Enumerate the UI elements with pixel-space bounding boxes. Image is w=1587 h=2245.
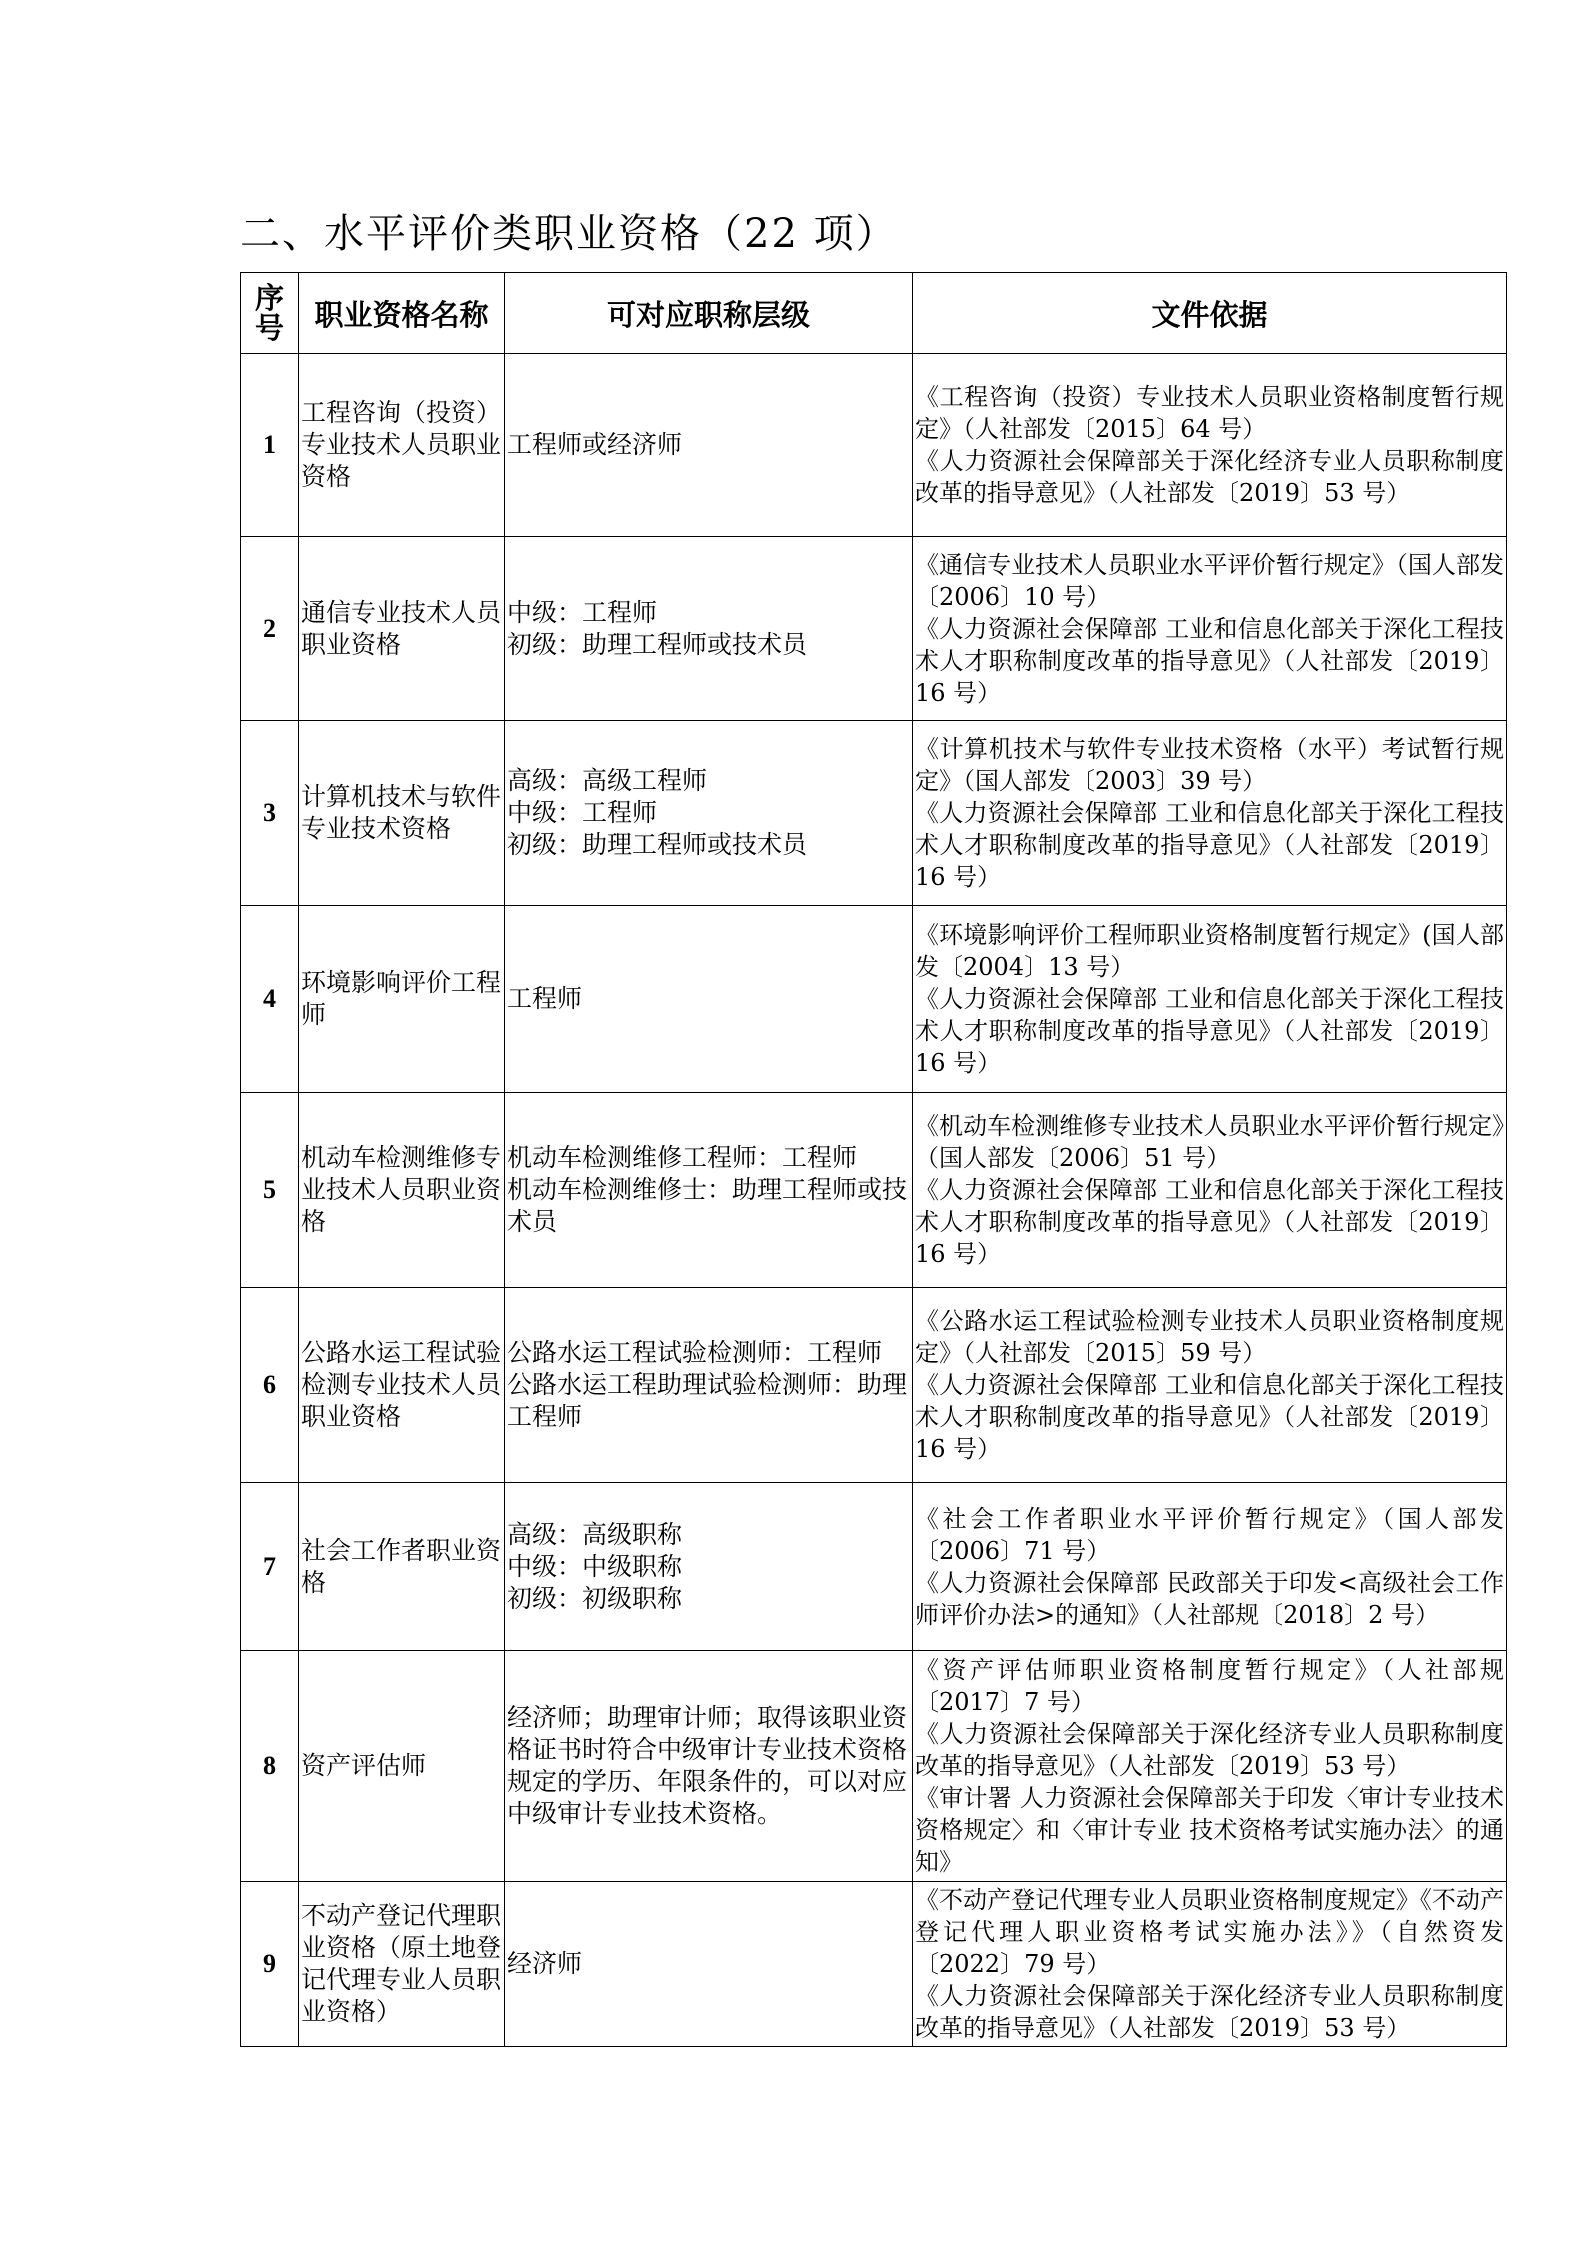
level-line: 机动车检测维修士：助理工程师或技术员 (507, 1175, 908, 1236)
row-name: 环境影响评价工程师 (299, 906, 505, 1093)
basis-line: 《人力资源社会保障部 民政部关于印发<高级社会工作师评价办法>的通知》（人社部规〔2018〕2 号） (915, 1568, 1504, 1629)
row-name: 社会工作者职业资格 (299, 1483, 505, 1651)
table-row (241, 1483, 1507, 1651)
level-line: 中级：中级职称 (507, 1551, 683, 1581)
basis-line: 《公路水运工程试验检测专业技术人员职业资格制度规定》（人社部发〔2015〕59 号） (915, 1307, 1504, 1367)
row-level (505, 1483, 913, 1651)
basis-line: 《机动车检测维修专业技术人员职业水平评价暂行规定》（国人部发〔2006〕51 号） (915, 1112, 1504, 1172)
header-no: 序号 (241, 273, 299, 354)
row-level (505, 721, 913, 906)
level-line: 公路水运工程试验检测师：工程师 (507, 1338, 883, 1367)
basis-line: 《环境影响评价工程师职业资格制度暂行规定》(国人部发〔2004〕13 号） (915, 921, 1504, 981)
level-line: 初级：助理工程师或技术员 (507, 629, 808, 659)
row-level (505, 1651, 913, 1882)
basis-line: 《人力资源社会保障部关于深化经济专业人员职称制度改革的指导意见》（人社部发〔2019〕53 号） (915, 1720, 1504, 1780)
row-level (505, 1093, 913, 1288)
basis-line: 《不动产登记代理专业人员职业资格制度规定》《不动产登记代理人职业资格考试实施办法》》（自然资发〔2022〕79 号） (915, 1886, 1504, 1978)
row-basis (913, 354, 1507, 537)
row-no: 7 (241, 1483, 299, 1651)
row-no: 4 (241, 906, 299, 1093)
row-level (505, 906, 913, 1093)
table-row (241, 1882, 1507, 2047)
header-name: 职业资格名称 (299, 273, 505, 354)
row-basis (913, 906, 1507, 1093)
row-basis (913, 721, 1507, 906)
basis-line: 《计算机技术与软件专业技术资格（水平）考试暂行规定》（国人部发〔2003〕39 号） (915, 735, 1504, 795)
level-line: 初级：助理工程师或技术员 (507, 830, 808, 859)
row-name: 不动产登记代理职业资格（原土地登记代理专业人员职业资格） (299, 1882, 505, 2047)
basis-line: 《人力资源社会保障部 工业和信息化部关于深化工程技术人才职称制度改革的指导意见》（人社部发〔2019〕16 号） (915, 799, 1504, 891)
level-line: 公路水运工程助理试验检测师：助理工程师 (507, 1370, 908, 1431)
page-title: 二、水平评价类职业资格（22 项） (240, 211, 898, 257)
basis-line: 《审计署 人力资源社会保障部关于印发〈审计专业技术资格规定〉和〈审计专业 技术资格考试实施办法〉的通知》 (915, 1784, 1504, 1876)
header-level: 可对应职称层级 (505, 273, 913, 354)
row-name: 机动车检测维修专业技术人员职业资格 (299, 1093, 505, 1288)
basis-line: 《社会工作者职业水平评价暂行规定》（国人部发〔2006〕71 号） (915, 1504, 1504, 1565)
table-row (241, 906, 1507, 1093)
level-line: 中级：工程师 (507, 597, 658, 627)
row-no: 3 (241, 721, 299, 906)
qualification-table (240, 272, 1507, 2047)
row-no: 1 (241, 354, 299, 537)
row-basis (913, 537, 1507, 721)
basis-line: 《人力资源社会保障部 工业和信息化部关于深化工程技术人才职称制度改革的指导意见》（人社部发〔2019〕16 号） (915, 614, 1504, 707)
basis-line: 《人力资源社会保障部关于深化经济专业人员职称制度改革的指导意见》（人社部发〔2019〕53 号） (915, 1982, 1504, 2042)
row-no: 2 (241, 537, 299, 721)
level-line: 初级：初级职称 (507, 1583, 683, 1613)
table-row (241, 1651, 1507, 1882)
basis-line: 《人力资源社会保障部 工业和信息化部关于深化工程技术人才职称制度改革的指导意见》（人社部发〔2019〕16 号） (915, 1176, 1504, 1268)
table-row (241, 537, 1507, 721)
level-line: 机动车检测维修工程师：工程师 (507, 1143, 858, 1172)
row-basis (913, 1651, 1507, 1882)
row-level (505, 354, 913, 537)
row-basis (913, 1483, 1507, 1651)
level-line: 中级：工程师 (507, 798, 658, 827)
level-line: 工程师或经济师 (507, 430, 683, 459)
row-name: 工程咨询（投资）专业技术人员职业资格 (299, 354, 505, 537)
basis-line: 《人力资源社会保障部 工业和信息化部关于深化工程技术人才职称制度改革的指导意见》（人社部发〔2019〕16 号） (915, 985, 1504, 1077)
header-basis: 文件依据 (913, 273, 1507, 354)
row-level (505, 1288, 913, 1483)
table-row (241, 1093, 1507, 1288)
row-basis (913, 1288, 1507, 1483)
row-name: 计算机技术与软件专业技术资格 (299, 721, 505, 906)
table-row (241, 721, 1507, 906)
row-name: 公路水运工程试验检测专业技术人员职业资格 (299, 1288, 505, 1483)
table-header-row (241, 273, 1507, 354)
row-no: 8 (241, 1651, 299, 1882)
row-name: 通信专业技术人员职业资格 (299, 537, 505, 721)
basis-line: 《人力资源社会保障部关于深化经济专业人员职称制度改革的指导意见》（人社部发〔2019〕53 号） (915, 447, 1504, 507)
level-line: 经济师 (507, 1949, 583, 1978)
basis-line: 《资产评估师职业资格制度暂行规定》（人社部规〔2017〕7 号） (915, 1656, 1504, 1716)
level-line: 经济师；助理审计师；取得该职业资格证书时符合中级审计专业技术资格规定的学历、年限条件的，可以对应中级审计专业技术资格。 (507, 1703, 908, 1828)
row-no: 5 (241, 1093, 299, 1288)
basis-line: 《工程咨询（投资）专业技术人员职业资格制度暂行规定》（人社部发〔2015〕64 号） (915, 383, 1504, 443)
level-line: 高级：高级职称 (507, 1519, 683, 1549)
basis-line: 《人力资源社会保障部 工业和信息化部关于深化工程技术人才职称制度改革的指导意见》（人社部发〔2019〕16 号） (915, 1371, 1504, 1463)
row-name: 资产评估师 (299, 1651, 505, 1882)
row-basis (913, 1882, 1507, 2047)
level-line: 工程师 (507, 984, 583, 1013)
row-no: 6 (241, 1288, 299, 1483)
row-level (505, 537, 913, 721)
row-no: 9 (241, 1882, 299, 2047)
table-row (241, 1288, 1507, 1483)
row-basis (913, 1093, 1507, 1288)
table-row (241, 354, 1507, 537)
basis-line: 《通信专业技术人员职业水平评价暂行规定》（国人部发〔2006〕10 号） (915, 550, 1504, 611)
level-line: 高级：高级工程师 (507, 766, 708, 795)
row-level (505, 1882, 913, 2047)
